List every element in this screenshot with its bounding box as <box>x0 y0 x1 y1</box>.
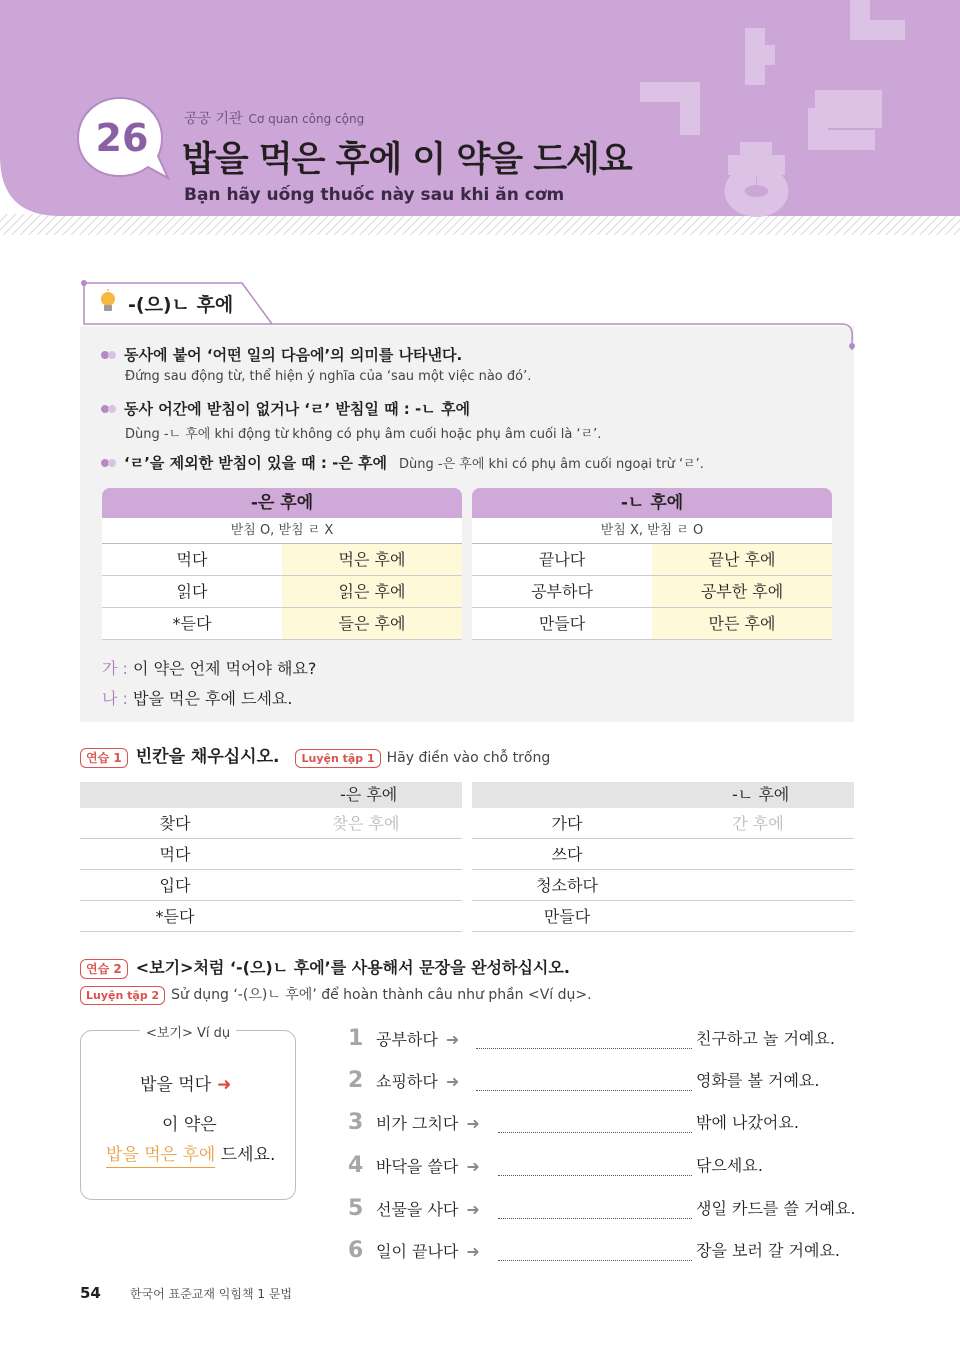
table-row <box>472 576 832 608</box>
answer-blank[interactable] <box>476 1090 692 1091</box>
arrow-right-icon: ➜ <box>445 1030 460 1049</box>
question-ending: 닦으세요. <box>696 1156 763 1175</box>
question-ending: 장을 보러 갈 거예요. <box>696 1241 840 1260</box>
table-row <box>102 544 462 576</box>
exercise2-heading <box>80 955 570 979</box>
verb-cell: 읽다 <box>102 576 282 607</box>
question-ending: 친구하고 놀 거예요. <box>696 1029 835 1048</box>
table-row <box>102 576 462 608</box>
header-label: -ㄴ 후에 <box>732 785 790 804</box>
answer-cell[interactable] <box>662 839 854 869</box>
question-number: 2 <box>348 1068 364 1093</box>
question-stem: 선물을 사다 <box>376 1200 459 1219</box>
table-row <box>102 608 462 640</box>
question-ending: 밖에 나갔어요. <box>696 1113 799 1132</box>
table-header: -은 후에 <box>102 488 462 518</box>
page-header <box>0 0 960 235</box>
answer-blank[interactable] <box>498 1132 692 1133</box>
grammar-title: -(으)ㄴ 후에 <box>128 294 234 316</box>
header-label: -은 후에 <box>340 785 398 804</box>
question-3 <box>348 1110 799 1136</box>
verb-cell: *듣다 <box>102 608 282 639</box>
form-cell: 먹은 후에 <box>282 544 462 575</box>
answer-blank[interactable] <box>498 1218 692 1219</box>
form-cell: 들은 후에 <box>282 608 462 639</box>
table-header <box>472 782 854 808</box>
answer-cell[interactable] <box>270 870 462 900</box>
arrow-right-icon: ➜ <box>217 1075 232 1095</box>
note-ko: 동사에 붙어 ‘어떤 일의 다음에’의 의미를 나타낸다. <box>124 346 463 364</box>
verb-cell: *듣다 <box>155 907 195 926</box>
grammar-table-n <box>472 488 832 640</box>
lightbulb-icon <box>98 289 118 315</box>
speaker-label: 가 <box>102 659 118 678</box>
instruction-vi: Sử dụng ‘-(으)ㄴ 후에’ để hoàn thành câu như phần <Ví dụ>. <box>171 987 592 1003</box>
grammar-note-2 <box>100 398 601 442</box>
question-stem: 공부하다 <box>376 1030 438 1049</box>
verb-cell: 가다 <box>551 814 583 833</box>
example-answer-end: 드세요. <box>220 1145 276 1165</box>
table-row <box>472 544 832 576</box>
book-title: 한국어 표준교재 익힘책 1 문법 <box>130 1287 292 1301</box>
arrow-right-icon: ➜ <box>466 1200 480 1219</box>
question-ending: 생일 카드를 쓸 거예요. <box>696 1199 856 1218</box>
question-number: 4 <box>348 1153 364 1178</box>
answer-cell[interactable] <box>270 839 462 869</box>
table-condition: 받침 X, 받침 ㄹ O <box>472 518 832 544</box>
verb-cell: 먹다 <box>102 544 282 575</box>
answer-cell[interactable]: 찾은 후에 <box>332 814 400 833</box>
arrow-right-icon: ➜ <box>466 1242 480 1261</box>
answer-cell[interactable] <box>662 870 854 900</box>
arrow-right-icon: ➜ <box>466 1157 480 1176</box>
table-condition: 받침 O, 받침 ㄹ X <box>102 518 462 544</box>
speaker-label: 나 <box>102 689 118 708</box>
practice-tag: Luyện tập 2 <box>80 986 165 1005</box>
category-vi: Cơ quan công cộng <box>248 112 365 126</box>
example-label: <보기> Ví dụ <box>140 1022 236 1041</box>
page-number: 54 <box>80 1284 101 1302</box>
exercise-tag: 연습 1 <box>80 748 128 768</box>
table-row <box>472 901 854 932</box>
exercise1-table-n <box>472 782 854 932</box>
example-prompt <box>140 1070 231 1095</box>
dialog-line-1: 가 : 이 약은 언제 먹어야 해요? <box>102 659 317 678</box>
dialog-line-2: 나 : 밥을 먹은 후에 드세요. <box>102 689 293 708</box>
form-cell: 공부한 후에 <box>652 576 832 607</box>
example-answer-start: 이 약은 <box>162 1115 217 1135</box>
lesson-number: 26 <box>95 116 149 160</box>
table-row <box>472 870 854 901</box>
question-number: 1 <box>348 1026 364 1051</box>
example-answer <box>106 1140 275 1165</box>
example-highlight: 밥을 먹은 후에 <box>106 1145 215 1168</box>
question-stem: 비가 그치다 <box>376 1114 459 1133</box>
answer-blank[interactable] <box>498 1175 692 1176</box>
bullet-icon <box>100 458 118 468</box>
answer-cell[interactable] <box>270 901 462 931</box>
note-vi: Dùng -은 후에 khi có phụ âm cuối ngoại trừ ‘ㄹ’. <box>399 457 704 472</box>
instruction-vi: Hãy điền vào chỗ trống <box>386 750 551 766</box>
exercise-tag: 연습 2 <box>80 959 128 979</box>
question-number: 3 <box>348 1110 364 1135</box>
question-6 <box>348 1238 840 1264</box>
instruction-ko: <보기>처럼 ‘-(으)ㄴ 후에’를 사용해서 문장을 완성하십시오. <box>135 958 570 977</box>
practice-tag: Luyện tập 1 <box>295 749 380 768</box>
table-row <box>80 839 462 870</box>
note-ko: 동사 어간에 받침이 없거나 ‘ㄹ’ 받침일 때 : -ㄴ 후에 <box>124 400 470 418</box>
note-vi: Dùng -ㄴ 후에 khi động từ không có phụ âm cuối hoặc phụ âm cuối là ‘ㄹ’. <box>125 427 602 442</box>
table-row <box>472 839 854 870</box>
form-cell: 읽은 후에 <box>282 576 462 607</box>
table-row <box>472 608 832 640</box>
dialog-text: 이 약은 언제 먹어야 해요? <box>133 659 317 678</box>
table-row <box>472 808 854 839</box>
question-4 <box>348 1153 763 1179</box>
verb-cell: 입다 <box>159 876 191 895</box>
form-cell: 만든 후에 <box>652 608 832 639</box>
lesson-category <box>184 108 364 128</box>
arrow-right-icon: ➜ <box>466 1114 480 1133</box>
note-vi: Đứng sau động từ, thể hiện ý nghĩa của ‘sau một việc nào đó’. <box>125 369 532 384</box>
exercise2-subheading <box>80 984 592 1005</box>
answer-blank[interactable] <box>498 1260 692 1261</box>
dialog-text: 밥을 먹은 후에 드세요. <box>133 689 293 708</box>
question-stem: 일이 끝나다 <box>376 1242 459 1261</box>
verb-cell: 끝나다 <box>472 544 652 575</box>
question-ending: 영화를 볼 거예요. <box>696 1071 820 1090</box>
exercise1-table-eun <box>80 782 462 932</box>
bullet-icon <box>100 404 118 414</box>
answer-cell[interactable] <box>662 901 854 931</box>
verb-cell: 먹다 <box>159 845 191 864</box>
question-stem: 바닥을 쓸다 <box>376 1157 459 1176</box>
question-2 <box>348 1068 820 1094</box>
verb-cell: 만들다 <box>472 608 652 639</box>
question-stem: 쇼핑하다 <box>376 1072 438 1091</box>
note-ko: ‘ㄹ’을 제외한 받침이 있을 때 : -은 후에 <box>124 454 388 472</box>
arrow-right-icon: ➜ <box>445 1072 460 1091</box>
answer-blank[interactable] <box>476 1048 692 1049</box>
question-number: 5 <box>348 1196 364 1221</box>
table-row <box>80 808 462 839</box>
verb-cell: 쓰다 <box>551 845 583 864</box>
page-subtitle: Bạn hãy uống thuốc này sau khi ăn cơm <box>184 185 565 205</box>
table-row <box>80 901 462 932</box>
table-header <box>80 782 462 808</box>
verb-cell: 공부하다 <box>472 576 652 607</box>
grammar-note-1 <box>100 344 531 384</box>
question-1 <box>348 1026 835 1052</box>
grammar-note-3 <box>100 452 704 473</box>
page-title: 밥을 먹은 후에 이 약을 드세요 <box>182 140 632 180</box>
table-row <box>80 870 462 901</box>
exercise1-heading <box>80 742 550 768</box>
instruction-ko: 빈칸을 채우십시오. <box>135 747 280 767</box>
prompt-text: 밥을 먹다 <box>140 1075 212 1095</box>
question-number: 6 <box>348 1238 364 1263</box>
bullet-icon <box>100 350 118 360</box>
form-cell: 끝난 후에 <box>652 544 832 575</box>
grammar-table-eun <box>102 488 462 640</box>
answer-cell[interactable]: 간 후에 <box>732 814 784 833</box>
table-header: -ㄴ 후에 <box>472 488 832 518</box>
category-ko: 공공 기관 <box>184 111 243 127</box>
verb-cell: 만들다 <box>543 907 591 926</box>
verb-cell: 찾다 <box>159 814 191 833</box>
verb-cell: 청소하다 <box>536 876 598 895</box>
question-5 <box>348 1196 856 1222</box>
